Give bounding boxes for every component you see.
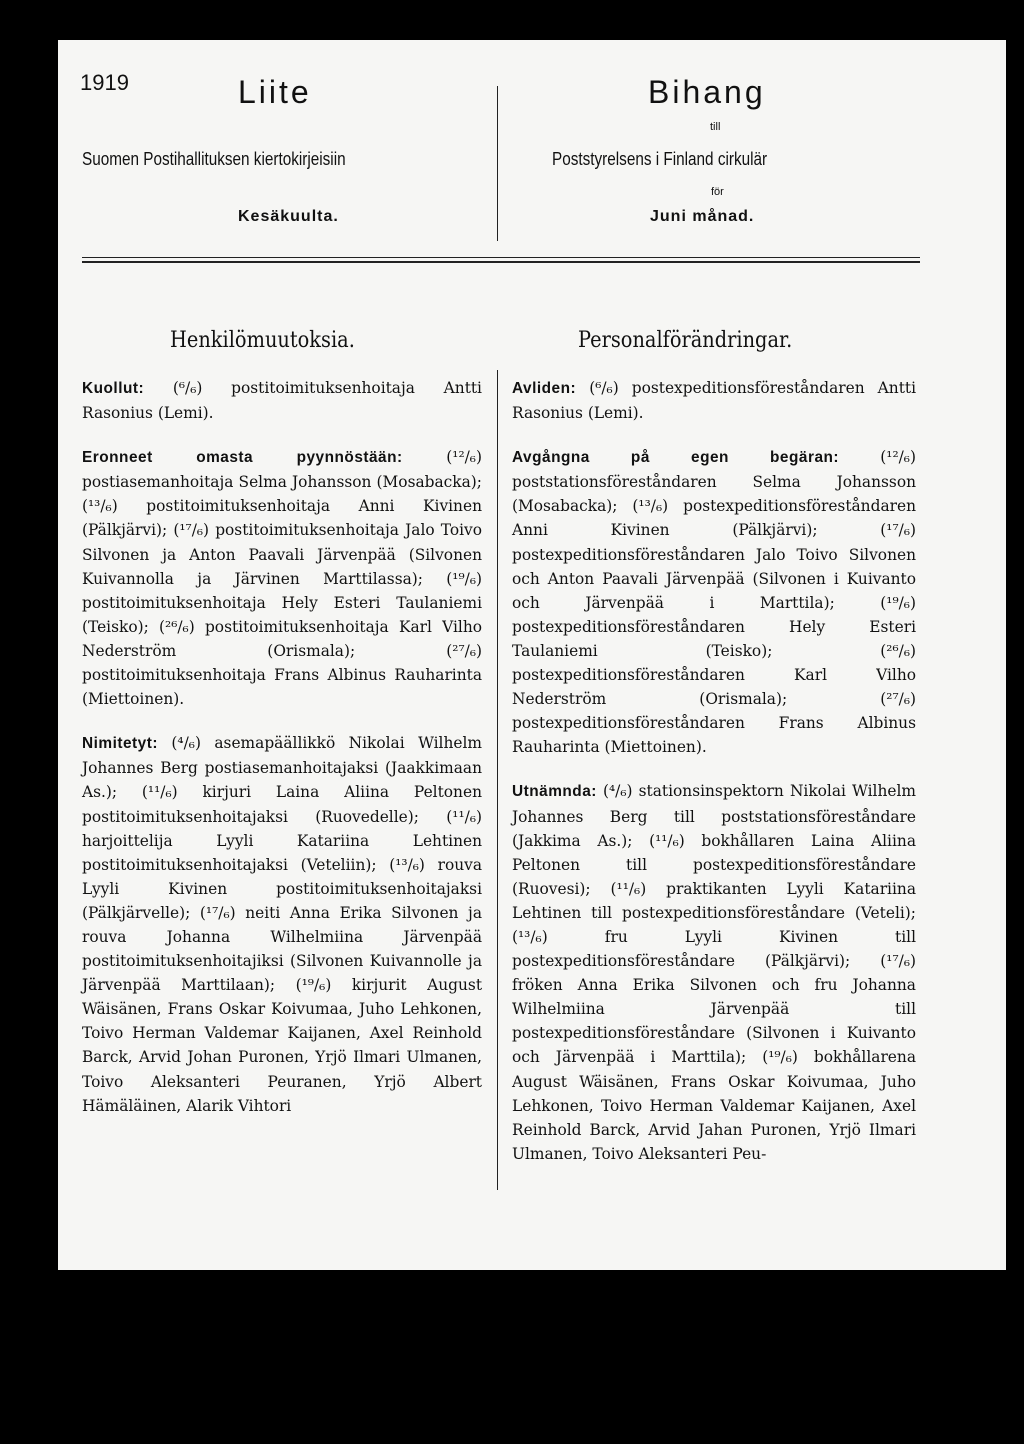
scan-edge (1010, 0, 1014, 1444)
right-paragraph-deceased (512, 376, 916, 425)
left-paragraph-appointed (82, 731, 482, 1118)
left-heading: Henkilömuutoksia. (170, 328, 355, 353)
left-lead-appointed: Nimitetyt: (82, 735, 158, 753)
right-lead-appointed: Utnämnda: (512, 783, 597, 801)
right-subtitle: Poststyrelsens i Finland cirkulär (552, 149, 768, 169)
right-body-resigned: (¹²/₆) poststationsföreståndaren Selma Johansson (Mosabacka); (¹³/₆) postexpeditionsföreståndaren Anni Kivinen (Pälkjärvi); (¹⁷/₆) postexpeditionsföreståndaren Jalo Toivo Silvonen och Anton Paavali Järvenpää (Silvonen i Kuivanto och Järvenpää i Marttila); (¹⁹/₆) postexpeditionsföreståndaren Hely Esteri Taulaniemi (Teisko); (²⁶/₆) postexpeditionsföreståndaren Karl Vilho Nederström (Orismala); (²⁷/₆) postexpeditionsföreståndaren Frans Albinus Rauharinta (Miettoinen). (512, 448, 916, 757)
right-month: Juni månad. (650, 208, 755, 225)
left-body-deceased: (⁶/₆) postitoimituksenhoitaja Antti Rasonius (Lemi). (82, 379, 482, 423)
left-lead-deceased: Kuollut: (82, 380, 145, 397)
left-paragraph-deceased (82, 376, 482, 425)
left-body-appointed: (⁴/₆) asemapäällikkö Nikolai Wilhelm Johannes Berg postiasemanhoitajaksi (Jaakkimaan As.); (¹¹/₆) kirjuri Laina Aliina Peltonen postitoimituksenhoitajaksi (Ruovedelle); (¹¹/₆) harjoittelija Lyyli Katariina Lehtinen postitoimituksenhoitajaksi (Veteliin); (¹³/₆) rouva Lyyli Kivinen postitoimituksenhoitajaksi (Pälkjärvelle); (¹⁷/₆) neiti Anna Erika Silvonen ja rouva Johanna Wilhelmiina Järvenpää postitoimituksenhoitajiksi (Silvonen Kuivannolle ja Järvenpää Marttilaan); (¹⁹/₆) kirjurit August Wäisänen, Frans Oskar Koivumaa, Juho Lehkonen, Toivo Herman Valdemar Kaijanen, Axel Reinhold Barck, Arvid Johan Puronen, Yrjö Ilmari Ulmanen, Toivo Aleksanteri Peuranen, Yrjö Albert Hämäläinen, Alarik Vihtori (82, 734, 482, 1115)
header-divider (497, 86, 498, 241)
header-rule-top (82, 257, 920, 258)
left-month: Kesäkuulta. (238, 208, 339, 225)
left-title: Liite (238, 74, 312, 110)
column-divider (497, 370, 498, 1190)
left-lead-resigned: Eronneet omasta pyynnöstään: (82, 449, 403, 467)
left-body-resigned: (¹²/₆) postiasemanhoitaja Selma Johansson (Mosabacka); (¹³/₆) postitoimituksenhoitaja Anni Kivinen (Pälkjärvi); (¹⁷/₆) postitoimituksenhoitaja Jalo Toivo Silvonen ja Anton Paavali Järvenpää (Silvonen Kuivannolla ja Järvinen Marttilassa); (¹⁹/₆) postitoimituksenhoitaja Hely Esteri Taulaniemi (Teisko); (²⁶/₆) postitoimituksenhoitaja Karl Vilho Nederström (Orismala); (²⁷/₆) postitoimituksenhoitaja Frans Albinus Rauharinta (Miettoinen). (82, 448, 482, 709)
right-body-deceased: (⁶/₆) postexpeditionsföreståndaren Antti Rasonius (Lemi). (512, 379, 916, 423)
till-label: till (710, 121, 721, 133)
right-heading: Personalförändringar. (578, 328, 793, 353)
right-column (512, 376, 916, 1186)
right-body-appointed: (⁴/₆) stationsinspektorn Nikolai Wilhelm Johannes Berg till poststationsföreståndare (Jakkima As.); (¹¹/₆) bokhållaren Laina Aliina Peltonen till postexpeditionsföreståndare (Ruovesi); (¹¹/₆) praktikanten Lyyli Katariina Lehtinen till postexpeditionsföreståndare (Veteli); (¹³/₆) fru Lyyli Kivinen till postexpeditionsföreståndare (Pälkjärvi); (¹⁷/₆) fröken Anna Erika Silvonen och fru Johanna Wilhelmiina Järvenpää till postexpeditionsföreståndare (Silvonen i Kuivanto och Järvenpää i Marttila); (¹⁹/₆) bokhållarena August Wäisänen, Frans Oskar Koivumaa, Juho Lehkonen, Toivo Herman Valdemar Kaijanen, Axel Reinhold Barck, Arvid Jahan Puronen, Yrjö Ilmari Ulmanen, Toivo Aleksanteri Peu- (512, 782, 916, 1163)
year-label: 1919 (80, 70, 129, 95)
for-label: för (711, 186, 724, 198)
header-rule-bottom (82, 261, 920, 263)
left-paragraph-resigned (82, 445, 482, 711)
right-lead-deceased: Avliden: (512, 380, 577, 397)
left-column (82, 376, 482, 1138)
left-subtitle: Suomen Postihallituksen kiertokirjeisiin (82, 149, 346, 169)
right-lead-resigned: Avgångna på egen begäran: (512, 449, 840, 467)
right-title: Bihang (648, 74, 766, 110)
right-paragraph-resigned (512, 445, 916, 759)
right-paragraph-appointed (512, 779, 916, 1166)
